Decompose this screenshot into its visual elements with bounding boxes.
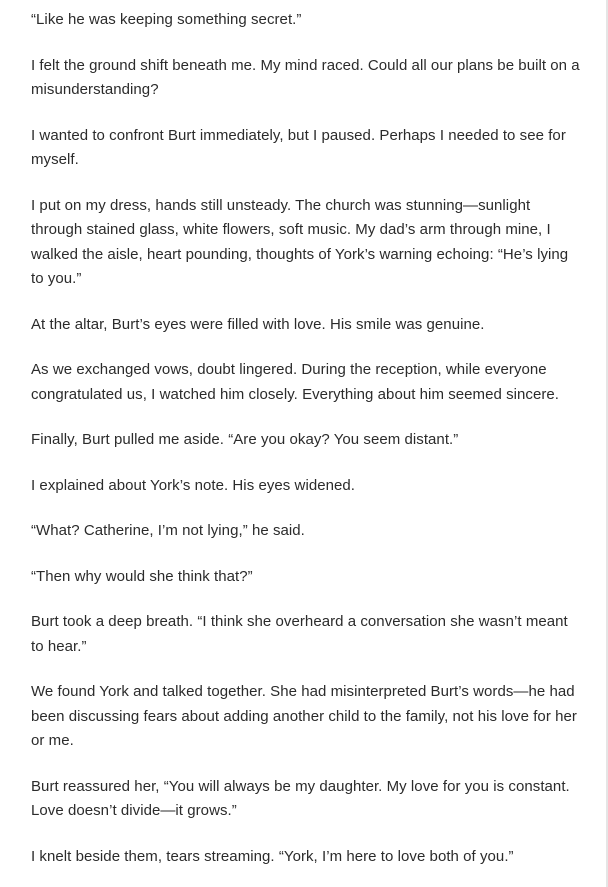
paragraph-1: “Like he was keeping something secret.”	[31, 11, 302, 28]
paragraph-7: Finally, Burt pulled me aside. “Are you okay? You seem distant.”	[31, 431, 459, 448]
article-body	[31, 8, 581, 887]
paragraph-11: Burt took a deep breath. “I think she overheard a conversation she wasn’t meant to hear.”	[31, 613, 568, 655]
paragraph-12: We found York and talked together. She had misinterpreted Burt’s words—he had been discussing fears about adding another child to the family, not his love for her or me.	[31, 683, 577, 749]
paragraph-14: I knelt beside them, tears streaming. “York, I’m here to love both of you.”	[31, 847, 514, 865]
paragraph-9: “What? Catherine, I’m not lying,” he said.	[31, 522, 305, 539]
paragraph-13: Burt reassured her, “You will always be my daughter. My love for you is constant. Love doesn’t divide—it grows.”	[31, 777, 570, 819]
paragraph-10: “Then why would she think that?”	[31, 567, 253, 585]
paragraph-6: As we exchanged vows, doubt lingered. During the reception, while everyone congratulated us, I watched him closely. Everything about him seemed sincere.	[31, 361, 560, 403]
paragraph-5: At the altar, Burt’s eyes were filled with love. His smile was genuine.	[31, 315, 485, 333]
paragraph-8: I explained about York’s note. His eyes widened.	[31, 476, 356, 494]
paragraph-3: I wanted to confront Burt immediately, but I paused. Perhaps I needed to see for myself.	[31, 126, 566, 168]
paragraph-2: I felt the ground shift beneath me. My mind raced. Could all our plans be built on a misunderstanding?	[31, 56, 580, 98]
paragraph-4: I put on my dress, hands still unsteady. The church was stunning—sunlight through stained glass, white flowers, soft music. My dad’s arm through mine, I walked the aisle, heart pounding, thoughts of York’s warning echoing: “He’s lying to you.”	[31, 196, 569, 287]
